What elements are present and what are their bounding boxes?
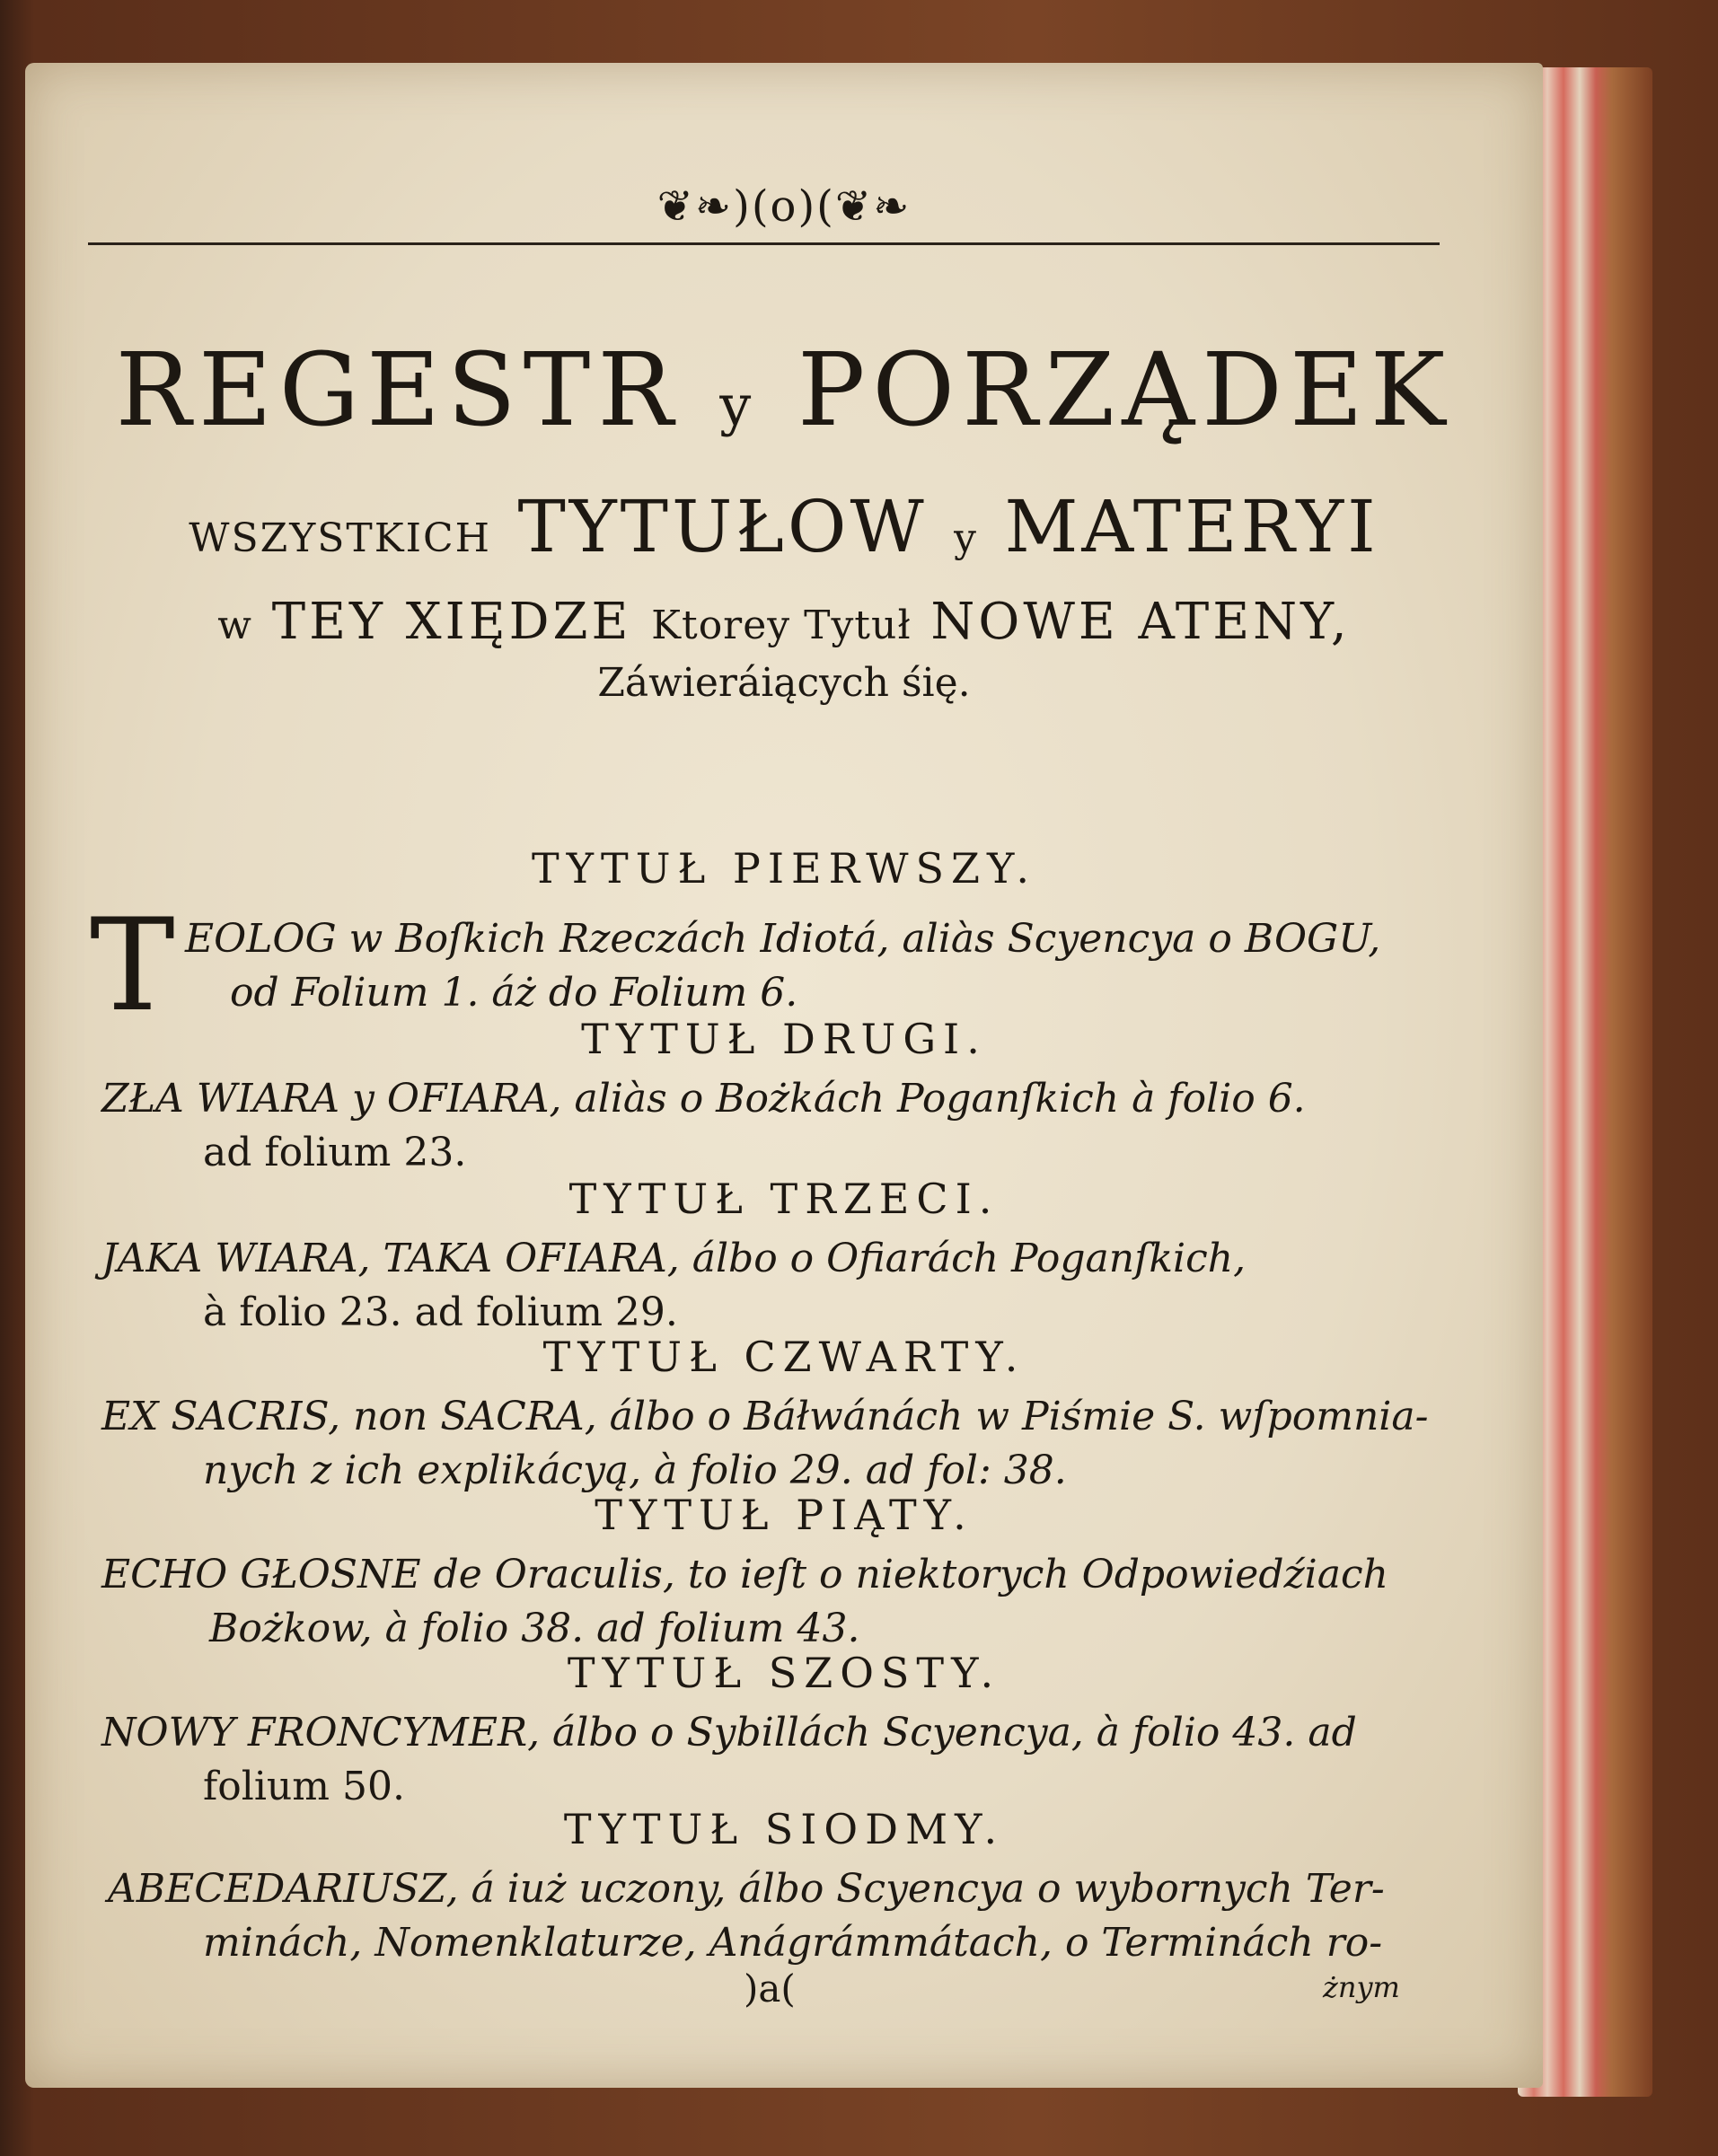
- ornament-header: ❦❧)(o)(❦❧: [656, 181, 912, 232]
- section-heading: TYTUŁ CZWARTY.: [542, 1333, 1026, 1381]
- entry-line: od Folium 1. áż do Folium 6.: [230, 970, 798, 1016]
- entry-line: ABECEDARIUSZ, á iuż uczony, álbo Scyencya o wybornych Ter-: [108, 1866, 1385, 1912]
- title-word-porzadek: PORZĄDEK: [797, 332, 1453, 449]
- entry-line: JAKA WIARA, TAKA OFIARA, álbo o Ofiarách Poganſkich,: [101, 1236, 1247, 1281]
- title-tytulow: TYTUŁOW: [517, 485, 928, 568]
- entry-line: ECHO GŁOSNE de Oraculis, to ieſt o niektorych Odpowiedźiach: [101, 1552, 1388, 1597]
- signature-mark: )a(: [744, 1967, 796, 2011]
- entry-line: NOWY FRONCYMER, álbo o Sybillách Scyencya, à folio 43. ad: [101, 1710, 1357, 1756]
- title-conjunction: y: [719, 373, 759, 438]
- entry-line: à folio 23. ad folium 29.: [203, 1289, 678, 1335]
- title-nowe-ateny: NOWE ATENY,: [930, 593, 1351, 651]
- section-heading: TYTUŁ SZOSTY.: [567, 1649, 1001, 1697]
- title-line-2: [25, 485, 1543, 568]
- title-tey-xiedze: TEY XIĘDZE: [271, 593, 632, 651]
- title-w: w: [217, 603, 252, 648]
- entry-line: nych z ich explikácyą, à folio 29. ad fol: 38.: [203, 1448, 1067, 1493]
- section-heading: TYTUŁ DRUGI.: [581, 1015, 987, 1063]
- entry-line: ad folium 23.: [203, 1130, 467, 1175]
- catchword: żnym: [1323, 1970, 1400, 2004]
- entry-line: folium 50.: [203, 1764, 405, 1809]
- section-heading: TYTUŁ TRZECI.: [568, 1175, 1000, 1223]
- section-heading: TYTUŁ SIODMY.: [563, 1805, 1005, 1853]
- title-ktorey-tytul: Ktorey Tytuł: [651, 603, 912, 648]
- title-wszystkich: WSZYSTKICH: [189, 515, 492, 561]
- entry-line: minách, Nomenklaturze, Anágrámmátach, o Terminách ro-: [203, 1920, 1383, 1966]
- book-page: [25, 63, 1543, 2088]
- entry-line: EOLOG w Boſkich Rzeczách Idiotá, aliàs Scyencya o BOGU,: [185, 916, 1381, 962]
- entry-line: ZŁA WIARA y OFIARA, aliàs o Bożkách Poganſkich à folio 6.: [101, 1076, 1306, 1122]
- section-heading: TYTUŁ PIERWSZY.: [531, 844, 1037, 893]
- drop-cap: T: [90, 892, 175, 1040]
- title-materyi: MATERYI: [1004, 485, 1379, 568]
- entry-line: Bożkow, à folio 38. ad folium 43.: [209, 1606, 860, 1651]
- title-line-4: Záwieráiących śię.: [597, 660, 971, 706]
- title-main: [25, 332, 1543, 449]
- title-conjunction-2: y: [954, 515, 979, 561]
- entry-line: EX SACRIS, non SACRA, álbo o Báłwánách w Piśmie S. wſpomnia-: [101, 1394, 1429, 1439]
- title-line-3: [25, 593, 1543, 651]
- header-rule: [88, 242, 1440, 245]
- section-heading: TYTUŁ PIĄTY.: [595, 1491, 974, 1539]
- title-word-regestr: REGESTR: [115, 332, 681, 449]
